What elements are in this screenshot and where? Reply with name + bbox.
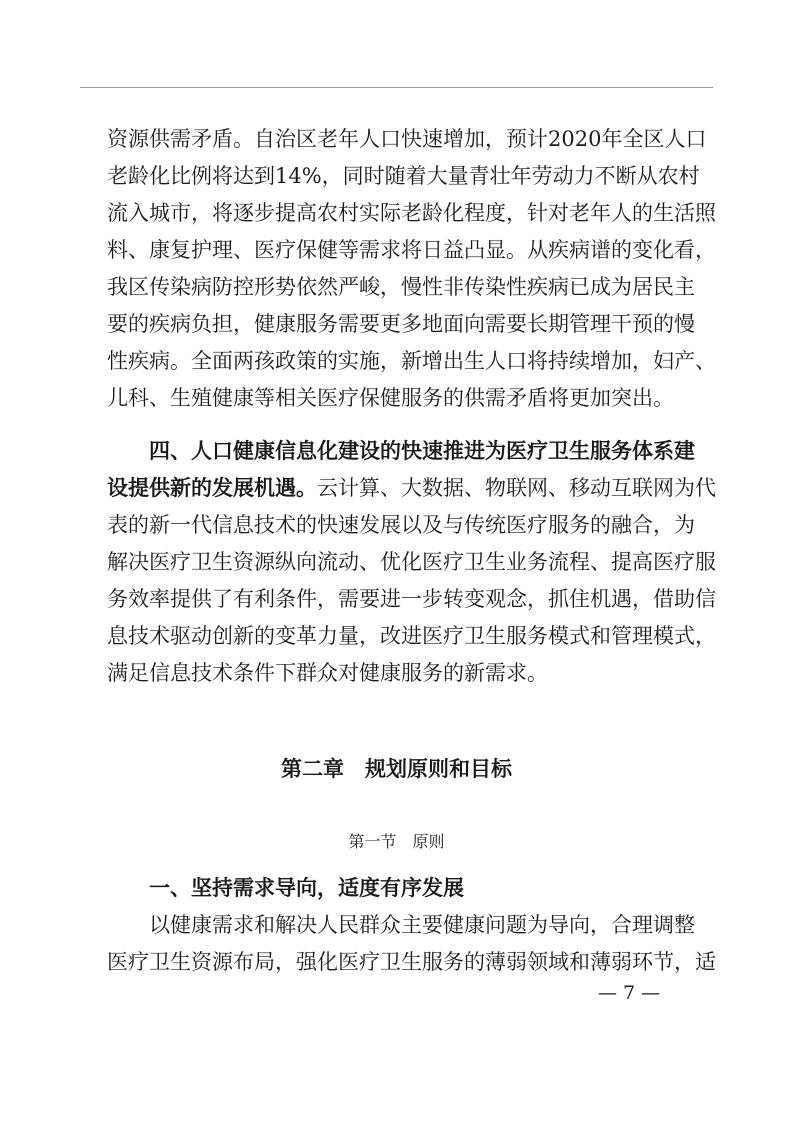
bold-paragraph-lead-end: 设提供新的发展机遇。	[107, 476, 317, 500]
text-line: 表的新一代信息技术的快速发展以及与传统医疗服务的融合，为	[107, 513, 695, 537]
text-line: 医疗卫生资源布局，强化医疗卫生服务的薄弱领域和薄弱环节，适	[107, 950, 716, 974]
page-number: — 7 —	[598, 982, 661, 1004]
text-line: 以健康需求和解决人民群众主要健康问题为导向，合理调整	[149, 913, 695, 937]
text-span: 云计算、大数据、物联网、移动互联网为代	[317, 476, 716, 500]
text-line: 务效率提供了有利条件，需要进一步转变观念，抓住机遇，借助信	[107, 587, 716, 611]
text-line: 流入城市，将逐步提高农村实际老龄化程度，针对老年人的生活照	[107, 201, 716, 225]
section-title: 第一节 原则	[348, 832, 445, 851]
text-line: 我区传染病防控形势依然严峻，慢性非传染性疾病已成为居民主	[107, 275, 695, 299]
text-line: 老龄化比例将达到14%，同时随着大量青壮年劳动力不断从农村	[107, 164, 700, 188]
text-line: 要的疾病负担，健康服务需要更多地面向需要长期管理干预的慢	[107, 312, 695, 336]
text-line: 解决医疗卫生资源纵向流动、优化医疗卫生业务流程、提高医疗服	[107, 550, 716, 574]
text-line: 料、康复护理、医疗保健等需求将日益凸显。从疾病谱的变化看，	[107, 238, 716, 262]
text-line-mixed	[107, 473, 716, 503]
chapter-title: 第二章 规划原则和目标	[281, 757, 512, 781]
text-line: 资源供需矛盾。自治区老年人口快速增加，预计2020年全区人口	[107, 127, 707, 151]
section-heading: 一、坚持需求导向，适度有序发展	[149, 876, 464, 900]
text-line: 息技术驱动创新的变革力量，改进医疗卫生服务模式和管理模式，	[107, 624, 716, 648]
header-rule	[80, 87, 713, 88]
bold-paragraph-lead: 四、人口健康信息化建设的快速推进为医疗卫生服务体系建	[149, 439, 695, 463]
text-line: 满足信息技术条件下群众对健康服务的新需求。	[107, 661, 548, 685]
text-line: 性疾病。全面两孩政策的实施，新增出生人口将持续增加，妇产、	[107, 349, 716, 373]
text-line: 儿科、生殖健康等相关医疗保健服务的供需矛盾将更加突出。	[107, 386, 674, 410]
